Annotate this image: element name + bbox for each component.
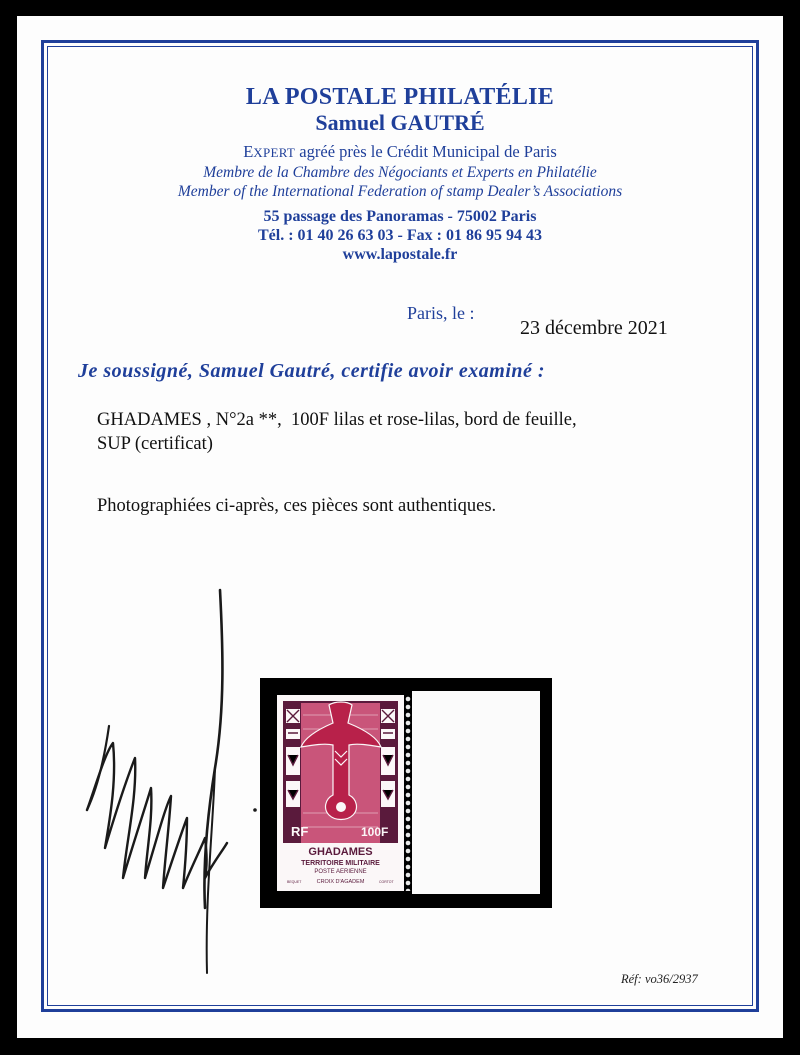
stamp <box>277 695 404 891</box>
stamp-engraver: CORTOT <box>379 880 394 884</box>
membership-en: Member of the International Federation of stamp Dealer’s Associations <box>177 183 623 200</box>
membership-fr: Membre de la Chambre des Négociants et Experts en Philatélie <box>203 164 597 181</box>
stamp-photo <box>260 678 552 908</box>
address: 55 passage des Panoramas - 75002 Paris <box>263 208 537 225</box>
expert-accreditation: EXPERT agréé près le Crédit Municipal de Paris <box>243 142 557 161</box>
stamp-value: 100F <box>361 825 389 839</box>
stamp-caption: CROIX D'AGADEM <box>316 879 365 885</box>
company-name: LA POSTALE PHILATÉLIE <box>245 84 555 110</box>
authenticity-statement: Photographiées ci-après, ces pièces sont authentiques. <box>97 496 497 516</box>
letterhead <box>17 84 783 264</box>
website: www.lapostale.fr <box>342 246 458 263</box>
item-details: , N°2a **, 100F lilas et rose-lilas, bord de feuille, <box>201 410 577 430</box>
handwritten-signature <box>65 578 275 978</box>
stamp-title: GHADAMES <box>308 846 373 858</box>
phone-fax: Tél. : 01 40 26 63 03 - Fax : 01 86 95 94 43 <box>258 227 542 244</box>
expert-name: Samuel GAUTRÉ <box>315 110 485 135</box>
item-description <box>97 408 717 456</box>
certification-statement: Je soussigné, Samuel Gautré, certifie avoir examiné : <box>78 360 546 382</box>
stamp-rf: RF <box>291 824 309 839</box>
certificate-sheet <box>17 16 783 1038</box>
stamp-service: POSTE AERIENNE <box>314 869 367 875</box>
sheet-margin <box>412 691 540 894</box>
reference-number: Réf: vo36/2937 <box>621 972 698 986</box>
stamp-subtitle: TERRITOIRE MILITAIRE <box>301 860 380 867</box>
stamp-designer: BEQUET <box>287 880 302 884</box>
stamp-design <box>277 695 404 891</box>
place-label: Paris, le : <box>407 303 475 323</box>
item-grade: SUP (certificat) <box>97 434 213 454</box>
certificate-date: 23 décembre 2021 <box>520 317 668 339</box>
stamp-perforation <box>404 695 412 891</box>
item-name: GHADAMES <box>97 410 202 430</box>
